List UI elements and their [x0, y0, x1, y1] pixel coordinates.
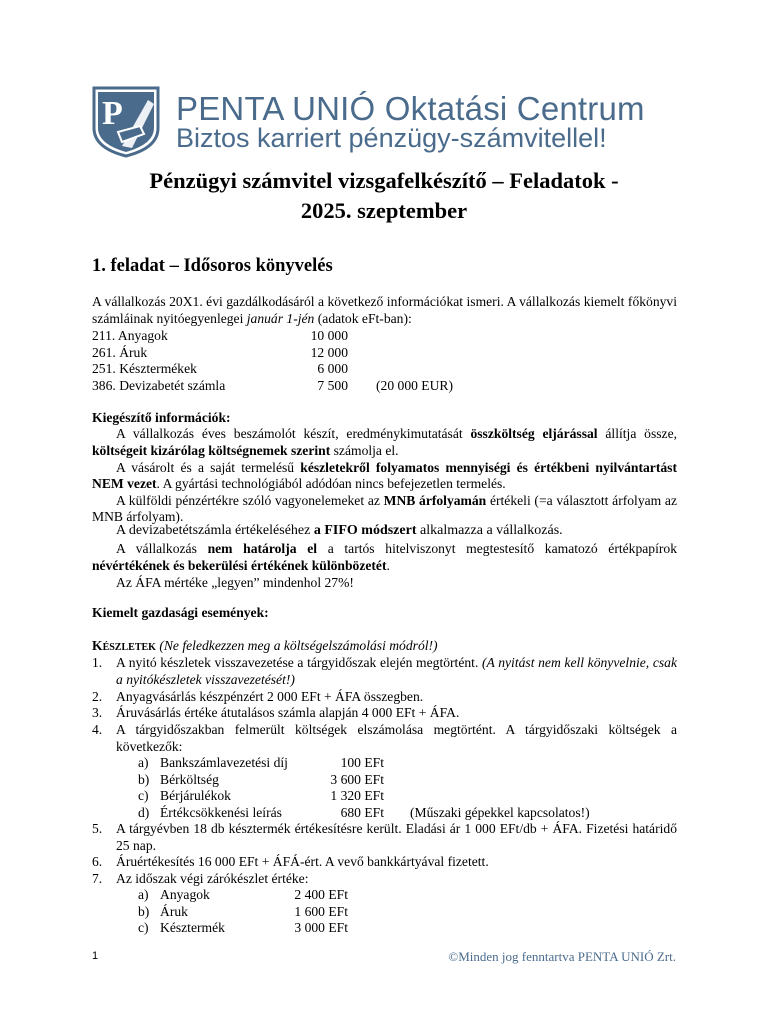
- balance-account: 211. Anyagok: [92, 328, 168, 343]
- supp-bold: a FIFO módszert: [313, 523, 417, 538]
- closing-amount: 3 000 EFt: [294, 920, 348, 935]
- intro-text-1: A vállalkozás 20X1. évi gazdálkodásáról a következő információkat ismeri. A vállalkozás kiemelt főkönyvi számláinak nyitóegyenlegei: [92, 294, 677, 326]
- supp-text: a tartós hitelviszonyt megtestesítő kamatozó értékpapírok: [317, 541, 677, 556]
- balance-amount: 10 000: [310, 328, 348, 343]
- balance-note: (20 000 EUR): [376, 377, 454, 393]
- balance-amount: 12 000: [310, 344, 348, 360]
- item-number: 7.: [92, 870, 103, 886]
- supp-bold: készletekről folyamatos mennyiségi és értékbeni nyilvántartást NEM vezet: [92, 459, 677, 492]
- intro-paragraph: [92, 294, 677, 328]
- cost-name: Bérjárulékok: [160, 788, 231, 803]
- balance-amount: 6 000: [317, 361, 348, 376]
- copyright-notice: ©Minden jog fenntartva PENTA UNIÓ Zrt.: [448, 949, 676, 964]
- item-number: 2.: [92, 688, 103, 704]
- item-number: 6.: [92, 854, 103, 869]
- category-line: [92, 638, 438, 655]
- supp-bold: névértékének és bekerülési értékének különbözetét: [92, 557, 387, 573]
- title-line-2: 2025. szeptember: [300, 198, 468, 223]
- cost-name: Értékcsökkenési leírás: [160, 804, 282, 820]
- intro-text-2: (adatok eFt-ban):: [314, 310, 412, 326]
- event-item: Áruvásárlás értéke átutalásos számla alapján 4 000 EFt + ÁFA.: [116, 705, 460, 720]
- event-item: Anyagvásárlás készpénzért 2 000 EFt + ÁFA összegben.: [116, 688, 424, 704]
- supp-bold: költségeit kizárólag költségnemek szerint: [92, 442, 331, 458]
- supp-text: A vásárolt és a saját termelésű: [116, 459, 301, 475]
- supp-para-4: [92, 523, 677, 540]
- supp-text: .: [386, 557, 390, 573]
- cost-amount: 680 EFt: [340, 804, 384, 820]
- balance-account: 386. Devizabetét számla: [92, 377, 226, 393]
- item-italic: (A nyitást nem kell könyvelnie, csak a nyitókészletek visszavezetését!): [116, 655, 677, 687]
- document-title: [0, 166, 768, 226]
- supp-para-1: [92, 426, 677, 460]
- brand-title: PENTA UNIÓ Oktatási Centrum: [176, 90, 645, 127]
- category-label: Készletek: [92, 638, 156, 653]
- supp-text: A devizabetétszámla értékeléséhez: [116, 523, 314, 538]
- section-heading: 1. feladat – Idősoros könyvelés: [92, 256, 333, 276]
- supp-para-6: Az ÁFA mértéke „legyen” mindenhol 27%!: [116, 574, 354, 590]
- item-number: 5.: [92, 821, 103, 836]
- closing-letter: a): [138, 887, 149, 902]
- supp-bold: MNB árfolyamán: [383, 492, 487, 508]
- supp-text: számolja el.: [330, 442, 399, 458]
- item-number: 4.: [92, 722, 103, 737]
- brand-slogan: Biztos karriert pénzügy-számvitellel!: [176, 123, 607, 153]
- supp-para-3: [92, 493, 677, 527]
- event-item: Az időszak végi zárókészlet értéke:: [116, 870, 309, 886]
- closing-amount: 2 400 EFt: [294, 887, 348, 902]
- cost-letter: b): [138, 771, 150, 787]
- category-note: (Ne feledkezzen meg a költségelszámolási módról!): [155, 638, 438, 653]
- cost-name: Bankszámlavezetési díj: [160, 755, 288, 770]
- event-item: [116, 655, 677, 689]
- penta-unio-logo: [92, 86, 160, 158]
- closing-amount: 1 600 EFt: [294, 903, 348, 919]
- supp-text: A külföldi pénzértékre szóló vagyonelemeket az: [116, 492, 384, 508]
- item-text: A nyitó készletek visszavezetése a tárgyidőszak elején megtörtént.: [116, 655, 482, 670]
- closing-letter: b): [138, 903, 150, 919]
- cost-letter: c): [138, 788, 149, 803]
- cost-amount: 1 320 EFt: [330, 788, 384, 803]
- svg-text:P: P: [102, 95, 123, 132]
- supp-text: A vállalkozás éves beszámolót készít, eredménykimutatását: [116, 426, 471, 441]
- cost-letter: a): [138, 755, 149, 770]
- cost-amount: 100 EFt: [340, 755, 384, 770]
- closing-name: Anyagok: [160, 887, 210, 902]
- closing-name: Késztermék: [160, 920, 225, 935]
- item-number: 1.: [92, 655, 103, 670]
- events-heading: Kiemelt gazdasági események:: [92, 605, 269, 620]
- balance-amount: 7 500: [317, 377, 348, 393]
- closing-letter: c): [138, 920, 149, 935]
- balance-account: 261. Áruk: [92, 344, 148, 360]
- item-number: 3.: [92, 705, 103, 720]
- supp-text: alkalmazza a vállalkozás.: [416, 523, 563, 538]
- supp-bold: nem határolja el: [207, 541, 318, 556]
- supplementary-heading: Kiegészítő információk:: [92, 410, 231, 425]
- supp-text: állítja össze,: [597, 426, 677, 441]
- cost-amount: 3 600 EFt: [330, 771, 384, 787]
- cost-note: (Műszaki gépekkel kapcsolatos!): [410, 804, 590, 820]
- supp-para-2: [92, 460, 677, 494]
- page-number: 1: [92, 950, 99, 962]
- event-item: A tárgyévben 18 db késztermék értékesítésre került. Eladási ár 1 000 EFt/db + ÁFA. Fizetési határidő 25 nap.: [116, 821, 677, 853]
- supp-text: A vállalkozás: [116, 541, 208, 556]
- event-item: A tárgyidőszakban felmerült költségek elszámolása megtörtént. A tárgyidőszaki költségek a következők:: [116, 722, 677, 754]
- cost-letter: d): [138, 804, 150, 820]
- title-line-1: Pénzügyi számvitel vizsgafelkészítő – Feladatok -: [149, 168, 619, 193]
- supp-bold: összköltség eljárással: [470, 426, 598, 441]
- balance-account: 251. Késztermékek: [92, 361, 197, 376]
- intro-date: január 1-jén: [246, 310, 315, 326]
- cost-name: Bérköltség: [160, 771, 219, 787]
- closing-name: Áruk: [160, 903, 188, 919]
- supp-para-5: [92, 541, 677, 575]
- event-item: Áruértékesítés 16 000 EFt + ÁFÁ-ért. A vevő bankkártyával fizetett.: [116, 854, 489, 869]
- supp-text: . A gyártási technológiából adódóan nincs befejezetlen termelés.: [156, 476, 506, 492]
- supp-text: értékeli (=a választott árfolyam az MNB árfolyam).: [92, 492, 678, 525]
